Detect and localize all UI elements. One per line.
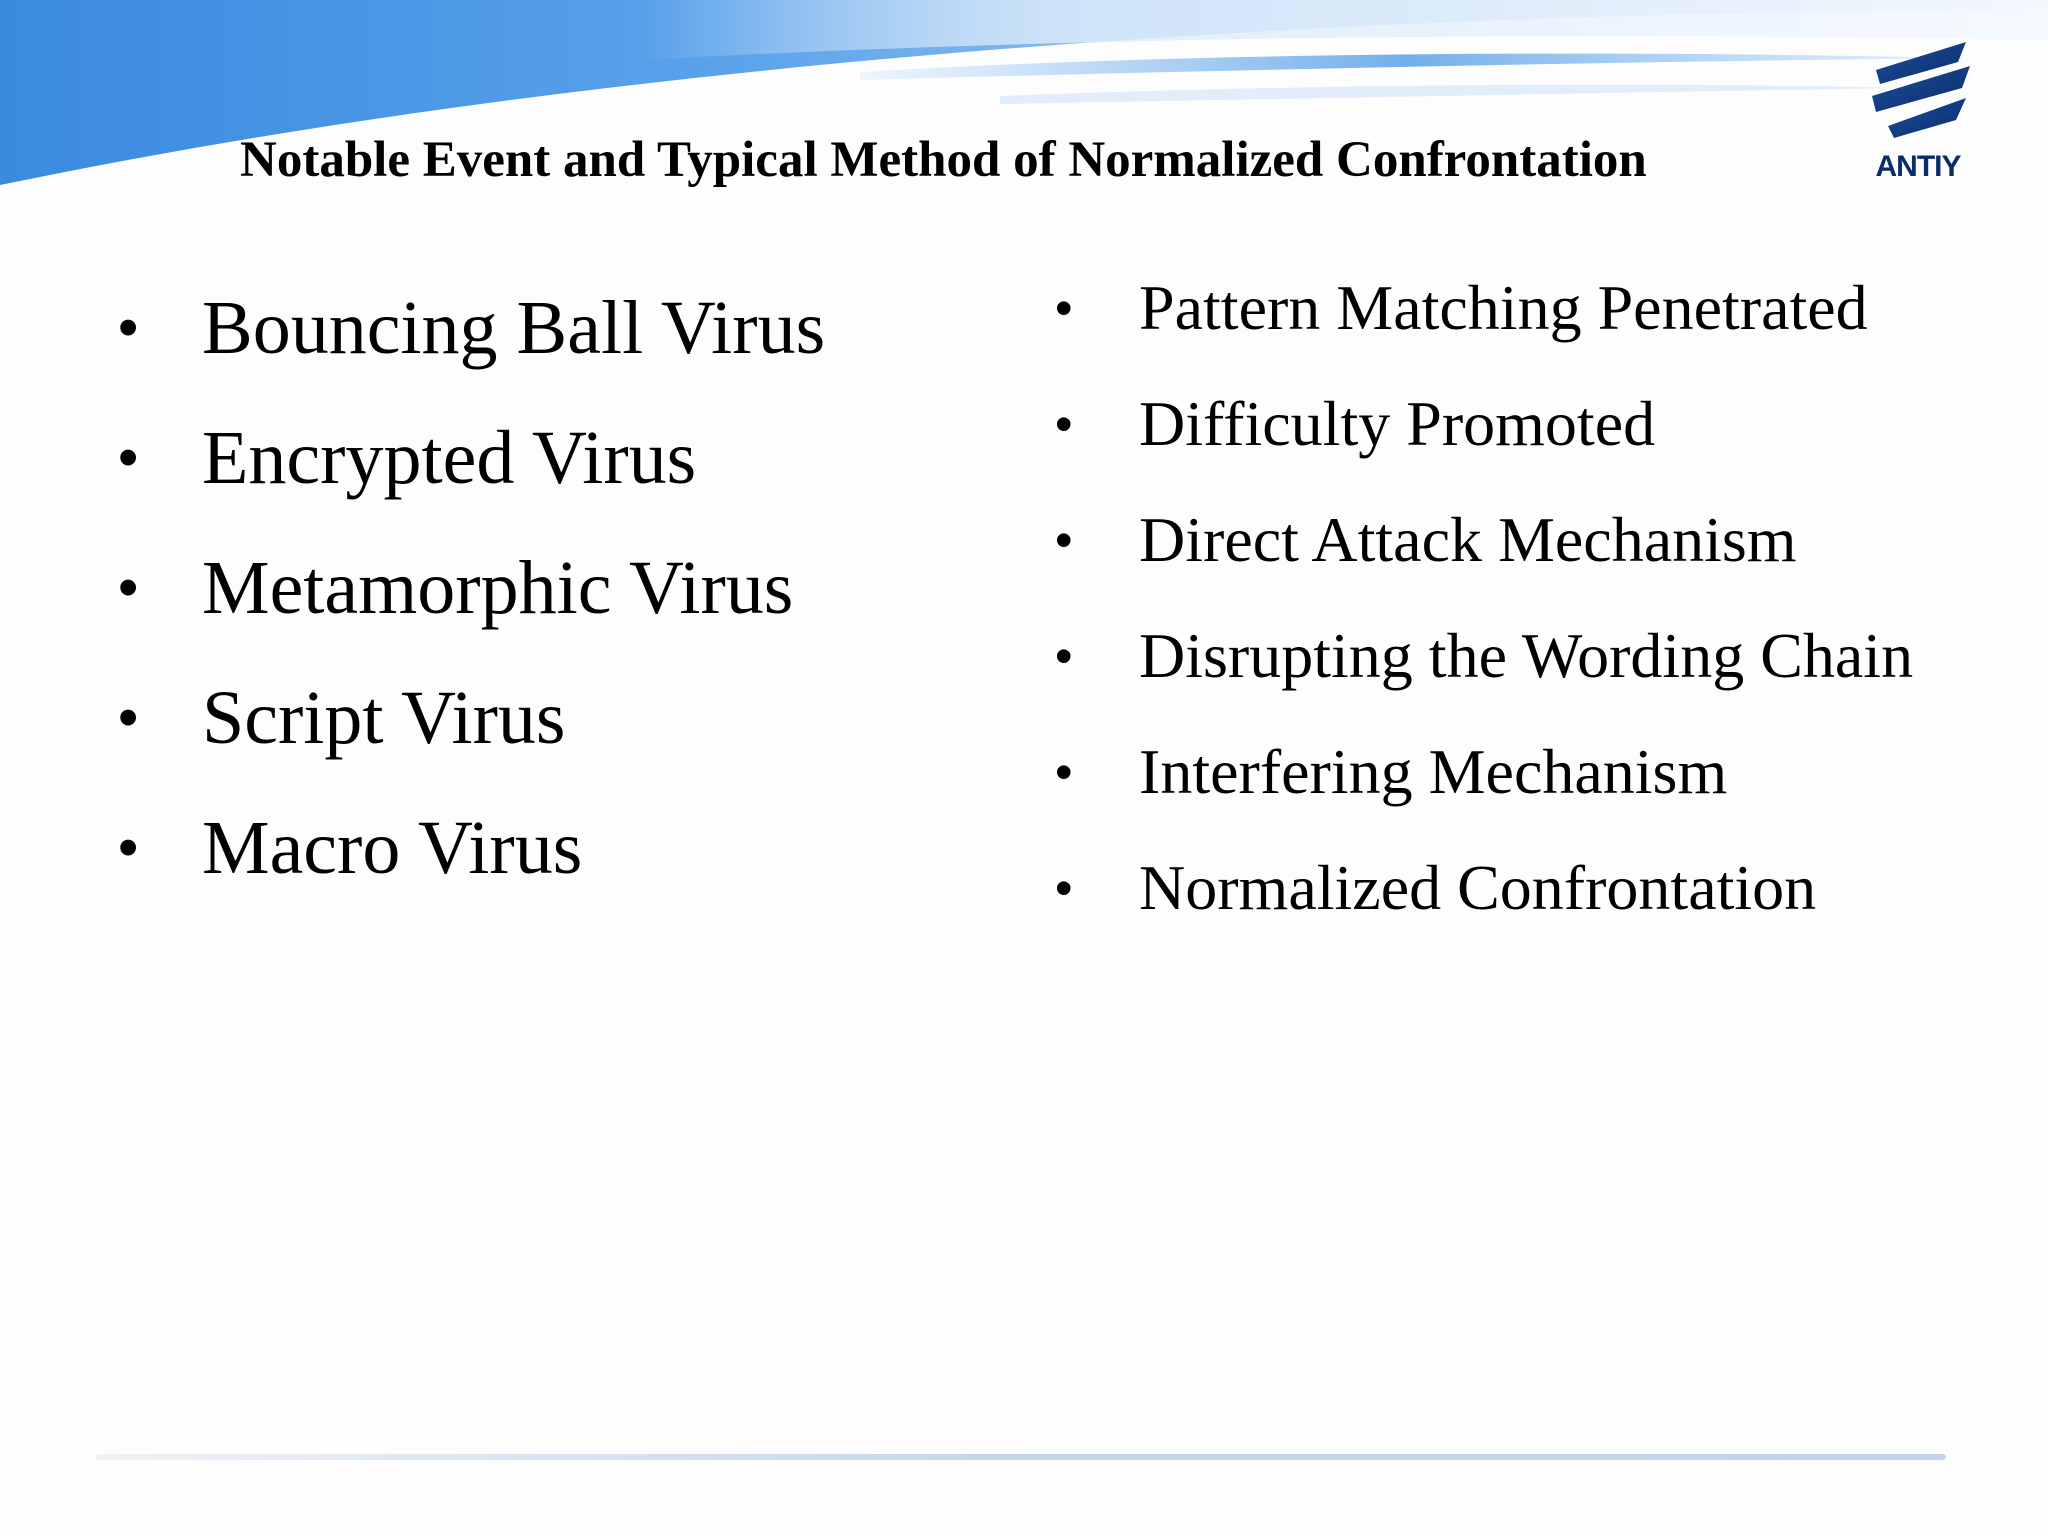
left-bullet-list bbox=[118, 278, 978, 928]
bullet-icon: • bbox=[1055, 628, 1073, 684]
list-item-text: Bouncing Ball Virus bbox=[202, 286, 826, 370]
bullet-icon: • bbox=[1055, 860, 1073, 916]
list-item-text: Difficulty Promoted bbox=[1139, 388, 1656, 459]
list-item bbox=[118, 408, 978, 538]
right-bullet-list bbox=[1055, 262, 2015, 958]
list-item-text: Encrypted Virus bbox=[202, 416, 697, 500]
list-item bbox=[1055, 726, 2015, 842]
bullet-icon: • bbox=[1055, 744, 1073, 800]
slide-title: Notable Event and Typical Method of Normalized Confrontation bbox=[240, 132, 1647, 188]
list-item bbox=[1055, 262, 2015, 378]
list-item bbox=[118, 798, 978, 928]
list-item bbox=[118, 278, 978, 408]
bullet-icon: • bbox=[118, 425, 139, 490]
antiy-logo-icon bbox=[1858, 38, 1978, 150]
list-item bbox=[1055, 494, 2015, 610]
bullet-icon: • bbox=[118, 685, 139, 750]
bullet-icon: • bbox=[1055, 396, 1073, 452]
bullet-icon: • bbox=[118, 815, 139, 880]
list-item-text: Script Virus bbox=[202, 676, 566, 760]
bullet-icon: • bbox=[118, 555, 139, 620]
list-item-text: Disrupting the Wording Chain bbox=[1139, 620, 1914, 691]
list-item-text: Normalized Confrontation bbox=[1139, 852, 1817, 923]
list-item-text: Macro Virus bbox=[202, 806, 583, 890]
list-item-text: Interfering Mechanism bbox=[1139, 736, 1728, 807]
list-item bbox=[118, 538, 978, 668]
antiy-logo-text: ANTIY bbox=[1875, 150, 1961, 183]
list-item-text: Pattern Matching Penetrated bbox=[1139, 272, 1868, 343]
footer-divider bbox=[96, 1454, 1946, 1460]
bullet-icon: • bbox=[1055, 280, 1073, 336]
list-item-text: Direct Attack Mechanism bbox=[1139, 504, 1797, 575]
bullet-icon: • bbox=[118, 295, 139, 360]
list-item bbox=[1055, 610, 2015, 726]
list-item bbox=[1055, 842, 2015, 958]
antiy-logo bbox=[1858, 38, 1978, 188]
list-item bbox=[1055, 378, 2015, 494]
bullet-icon: • bbox=[1055, 512, 1073, 568]
list-item-text: Metamorphic Virus bbox=[202, 546, 794, 630]
list-item bbox=[118, 668, 978, 798]
